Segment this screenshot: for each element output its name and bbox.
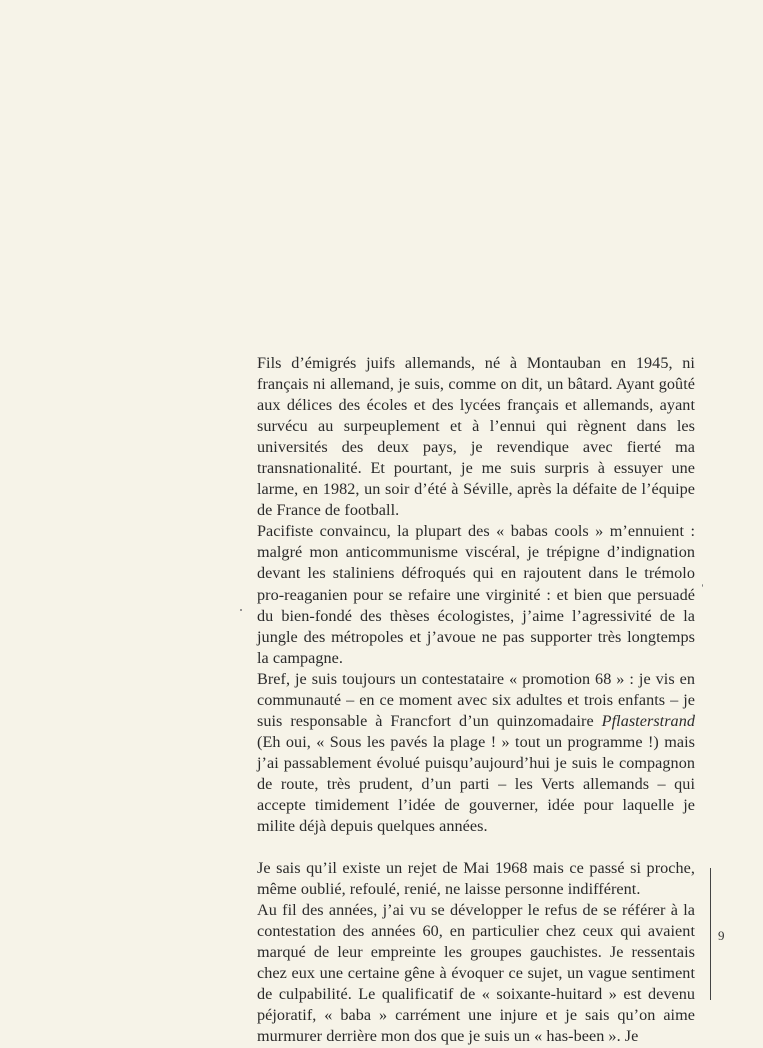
margin-rule — [710, 868, 711, 1000]
paragraph-rejet-mai-68: Je sais qu’il existe un rejet de Mai 1968 mais ce passé si proche, même oublié, refoulé, renié, ne laisse personne indifférent. — [257, 859, 695, 899]
section-gap — [257, 837, 695, 858]
paragraph-pacifist: Pacifiste convaincu, la plupart des « babas cools » m’ennuient : malgré mon anticommunisme viscéral, je trépigne d’indignation devant les staliniens défroqués qui en rajoutent dans le trémolo pro-reaganien pour se refaire une virginité : et bien que persuadé du bien-fondé des thèses écologistes, j’aime l’agressivité de la jungle des métropoles et j’avoue ne pas supporter très longtemps la campagne. — [257, 522, 695, 667]
paragraph-refus: Au fil des années, j’ai vu se développer le refus de se référer à la contestation des années 60, en particulier chez ceux qui avaient marqué de leur empreinte les groupes gauchistes. Je ressentais chez eux une certaine gêne à évoquer ce sujet, un vague sentiment de culpabilité. Le qualificatif de « soixante-huitard » est devenu péjoratif, « baba » carrément une injure et je sais qu’on aime murmurer derrière mon dos que je suis un « has-been ». Je — [257, 901, 695, 1046]
paragraph-contestataire-part2: (Eh oui, « Sous les pavés la plage ! » tout un programme !) mais j’ai passablement évolué puisqu’aujourd’hui je suis le compagnon de route, très prudent, d’un parti – les Verts allemands – qui accepte timidement l’idée de gouverner, idée pour laquelle je milite déjà depuis quelques années. — [257, 732, 695, 836]
paragraph-origins: Fils d’émigrés juifs allemands, né à Montauban en 1945, ni français ni allemand, je suis, comme on dit, un bâtard. Ayant goûté aux délices des écoles et des lycées français et allemands, ayant survécu au surpeuplement et à l’ennui qui règnent dans les universités des deux pays, je revendique avec fierté ma transnationalité. Et pourtant, je me suis surpris à essuyer une larme, en 1982, un soir d’été à Séville, après la défaite de l’équipe de France de football. — [257, 354, 695, 520]
paper-speck — [702, 584, 703, 587]
body-text — [257, 353, 695, 1048]
journal-title: Pflasterstrand — [601, 711, 695, 730]
paragraph-contestataire-part1: Bref, je suis toujours un contestataire « promotion 68 » : je vis en communauté – en ce moment avec six adultes et trois enfants – je suis responsable à Francfort d’un quinzomadaire — [257, 669, 695, 730]
page-number: 9 — [718, 928, 725, 943]
paragraph-contestataire — [257, 669, 695, 837]
paper-speck — [240, 609, 242, 611]
